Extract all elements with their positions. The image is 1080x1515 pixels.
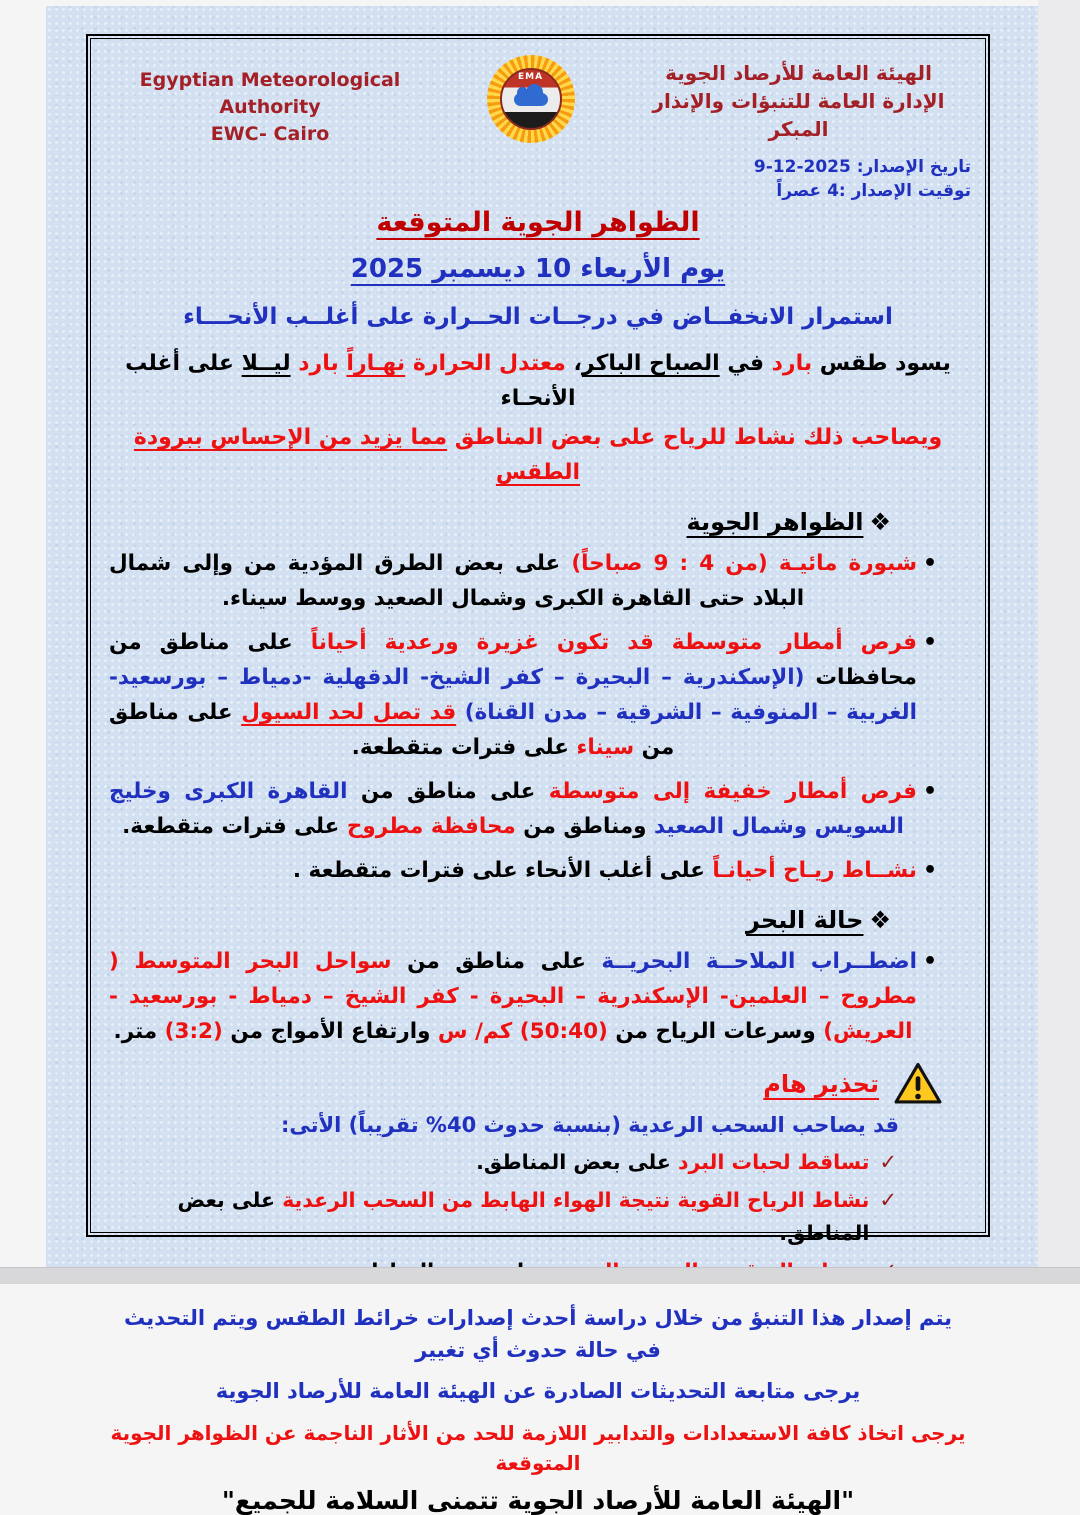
warning-triangle-icon [893, 1061, 943, 1107]
diamond-marker-icon: ❖ [869, 508, 891, 536]
ema-logo-emblem [500, 68, 562, 130]
warning-title: تحذير هام [763, 1070, 879, 1098]
bulletin-page [46, 6, 1038, 1515]
photo-margin-left [1038, 0, 1080, 1284]
issue-time: توقيت الإصدار :4 عصراً [776, 181, 971, 201]
bullet-dot-icon: • [922, 779, 937, 804]
check-icon: ✓ [879, 1150, 897, 1174]
warning-item-hail: ✓ تساقط لحبات البرد على بعض المناطق. [105, 1146, 971, 1179]
bullet-dot-icon: • [922, 949, 937, 974]
forecast-subtitle: استمرار الانخفــاض في درجــات الحــرارة على أغلــب الأنحـــاء [183, 304, 893, 330]
ema-logo-text: EMA [517, 72, 544, 82]
list-item-marine-navigation: • اضطــراب الملاحــة البحريــة على مناطق من سواحل البحر المتوسط ( مطروح – العلمين- الإسكندرية – البحيرة - كفر الشيخ – دمياط - بورسعيد - العريش) وسرعات الرياح من (50:40) كم/ س وارتفاع الأمواج من (3:2) متر. [105, 944, 971, 1049]
precautions-advice: يرجى اتخاذ كافة الاستعدادات والتدابير اللازمة للحد من الأثار الناجمة عن الظواهر الجوية المتوقعة [110, 1421, 966, 1475]
authority-english-line2: EWC- Cairo [210, 123, 330, 145]
phenomena-list [105, 546, 971, 888]
section-heading-sea-state: ❖حالة البحر [745, 906, 891, 934]
follow-updates-note: يرجى متابعة التحديثات الصادرة عن الهيئة العامة للأرصاد الجوية [215, 1379, 861, 1403]
list-item-moderate-rain: • فرص أمطار متوسطة قد تكون غزيرة ورعدية أحياناً على مناطق من محافظات (الإسكندرية – البحيرة – كفر الشيخ- الدقهلية -دمياط – بورسعيد- الغربية – المنوفية – الشرقية – مدن القناة) قد تصل لحد السيول على مناطق من سيناء على فترات متقطعة. [105, 625, 971, 765]
weather-summary-line2: ويصاحب ذلك نشاط للرياح على بعض المناطق مما يزيد من الإحساس ببرودة الطقس [133, 425, 943, 485]
warning-item-downdraft-wind: ✓ نشاط الرياح القوية نتيجة الهواء الهابط من السحب الرعدية على بعض المناطق. [105, 1184, 971, 1250]
list-item-wind: • نشــاط ريـاح أحيانـاً على أغلب الأنحاء على فترات متقطعة . [105, 853, 971, 888]
list-item-fog: • شبورة مائيـة (من 4 : 9 صباحاً) على بعض الطرق المؤدية من وإلى شمال البلاد حتى القاهرة الكبرى وشمال الصعيد ووسط سيناء. [105, 546, 971, 616]
authority-english-line1: Egyptian Meteorological Authority [139, 69, 401, 118]
ema-logo-icon [487, 55, 575, 143]
closing-statement: "الهيئة العامة للأرصاد الجوية تتمنى السلامة للجميع" [221, 1486, 855, 1515]
page-inner-border [90, 38, 986, 1515]
forecast-update-note: يتم إصدار هذا التنبؤ من خلال دراسة أحدث إصدارات خرائط الطقس ويتم التحديث في حالة حدوث أي تغيير [124, 1306, 952, 1362]
cloud-icon [514, 93, 548, 106]
section-heading-phenomena: ❖الظواهر الجوية [686, 508, 891, 536]
list-item-light-rain: • فرص أمطار خفيفة إلى متوسطة على مناطق من القاهرة الكبرى وخليج السويس وشمال الصعيد ومناطق من محافظة مطروح على فترات متقطعة. [105, 774, 971, 844]
bullet-dot-icon: • [922, 551, 937, 576]
header [105, 53, 971, 203]
authority-name-arabic [626, 53, 971, 203]
issue-date: تاريخ الإصدار: 2025-12-9 [753, 157, 971, 177]
sea-state-list [105, 944, 971, 1049]
check-icon: ✓ [879, 1188, 897, 1212]
bullet-dot-icon: • [922, 630, 937, 655]
warning-intro: قد يصاحب السحب الرعدية (بنسبة حدوث 40% تقريباً) الأتى: [280, 1113, 899, 1137]
diamond-marker-icon: ❖ [869, 906, 891, 934]
forecast-date-title: يوم الأربعاء 10 ديسمبر 2025 [350, 254, 726, 284]
photo-margin-bottom [0, 1267, 1080, 1284]
page-outer-border [86, 34, 990, 1515]
authority-name-english [105, 53, 435, 203]
bullet-dot-icon: • [922, 858, 937, 883]
weather-summary-line1: يسود طقس بارد في الصباح الباكر، معتدل الحرارة نهـاراً بارد ليــلا على أغلب الأنحـاء [125, 351, 951, 411]
authority-arabic-line1: الهيئة العامة للأرصاد الجوية [665, 61, 932, 85]
issue-info [626, 155, 971, 203]
warning-header [105, 1061, 971, 1107]
authority-arabic-line2: الإدارة العامة للتنبؤات والإنذار المبكر [652, 89, 945, 141]
page-title: الظواهر الجوية المتوقعة [376, 207, 700, 238]
